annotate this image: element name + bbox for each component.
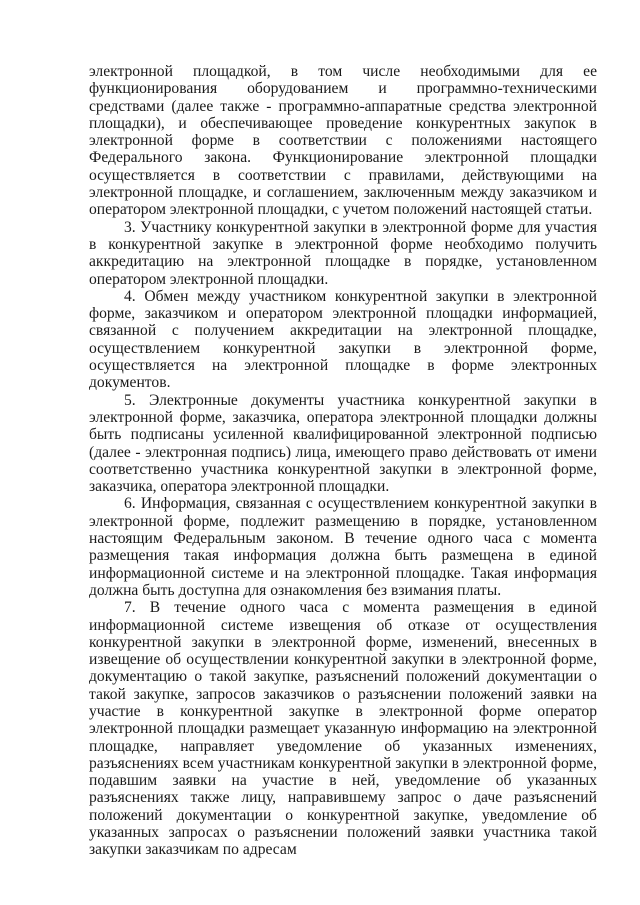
paragraph-item-4: 4. Обмен между участником конкурентной закупки в электронной форме, заказчиком и оператором электронной площадки информацией, связанной с получением аккредитации на электронной площадке, осуществлением конкурентной закупки в электронной форме, осуществляется на электронной площадке в форме электронных документов. [89, 287, 597, 392]
document-page [89, 63, 597, 859]
paragraph-continuation: электронной площадкой, в том числе необходимыми для ее функционирования оборудованием и программно-техническими средствами (далее также - программно-аппаратные средства электронной площадки), и обеспечивающее проведение конкурентных закупок в электронной форме в соответствии с положениями настоящего Федерального закона. Функционирование электронной площадки осуществляется в соответствии с правилами, действующими на электронной площадке, и соглашением, заключенным между заказчиком и оператором электронной площадки, с учетом положений настоящей статьи. [89, 63, 597, 219]
paragraph-item-3: 3. Участнику конкурентной закупки в электронной форме для участия в конкурентной закупке в электронной форме необходимо получить аккредитацию на электронной площадке в порядке, установленном оператором электронной площадки. [89, 218, 597, 288]
paragraph-item-5: 5. Электронные документы участника конкурентной закупки в электронной форме, заказчика, оператора электронной площадки должны быть подписаны усиленной квалифицированной электронной подписью (далее - электронная подпись) лица, имеющего право действовать от имени соответственно участника конкурентной закупки в электронной форме, заказчика, оператора электронной площадки. [89, 391, 597, 496]
paragraph-item-7: 7. В течение одного часа с момента размещения в единой информационной системе извещения об отказе от осуществления конкурентной закупки в электронной форме, изменений, внесенных в извещение об осуществлении конкурентной закупки в электронной форме, документацию о такой закупке, разъяснений положений документации о такой закупке, запросов заказчиков о разъяснении положений заявки на участие в конкурентной закупке в электронной форме оператор электронной площадки размещает указанную информацию на электронной площадке, направляет уведомление об указанных изменениях, разъяснениях всем участникам конкурентной закупки в электронной форме, подавшим заявки на участие в ней, уведомление об указанных разъяснениях также лицу, направившему запрос о даче разъяснений положений документации о конкурентной закупке, уведомление об указанных запросах о разъяснении положений заявки участника такой закупки заказчикам по адресам [89, 599, 597, 859]
paragraph-item-6: 6. Информация, связанная с осуществлением конкурентной закупки в электронной форме, подлежит размещению в порядке, установленном настоящим Федеральным законом. В течение одного часа с момента размещения такая информация должна быть размещена в единой информационной системе и на электронной площадке. Такая информация должна быть доступна для ознакомления без взимания платы. [89, 495, 597, 599]
